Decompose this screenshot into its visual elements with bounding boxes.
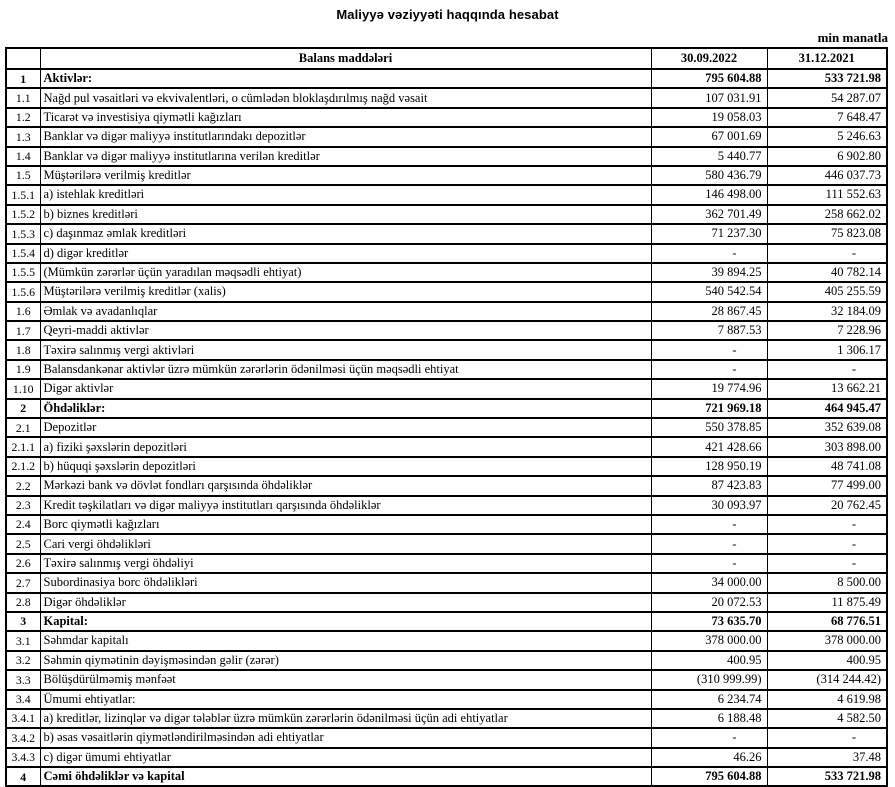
row-number: 1.6 (6, 302, 40, 321)
table-row (6, 651, 887, 670)
row-value-2022: 6 234.74 (651, 690, 767, 709)
row-value-2021: 303 898.00 (767, 437, 887, 456)
row-label: Subordinasiya borc öhdəlikləri (40, 573, 651, 592)
row-label: Bölüşdürülməmiş mənfəət (40, 670, 651, 689)
row-number: 1.5.2 (6, 205, 40, 224)
row-label: Cəmi öhdəliklər və kapital (40, 767, 651, 786)
row-label: Ümumi ehtiyatlar: (40, 690, 651, 709)
page-title: Maliyyə vəziyyəti haqqında hesabat (336, 7, 559, 22)
row-label: c) digər ümumi ehtiyatlar (40, 748, 651, 767)
row-value-2021: 405 255.59 (767, 282, 887, 301)
row-number: 3.4.2 (6, 728, 40, 747)
table-row (6, 88, 887, 107)
row-value-2022: 795 604.88 (651, 69, 767, 88)
row-value-2021: - (767, 360, 887, 379)
table-row (6, 709, 887, 728)
row-label: a) istehlak kreditləri (40, 185, 651, 204)
row-value-2022: 46.26 (651, 748, 767, 767)
row-label: Aktivlər: (40, 69, 651, 88)
row-value-2022: 30 093.97 (651, 496, 767, 515)
table-row (6, 360, 887, 379)
row-number: 3 (6, 612, 40, 631)
row-number: 1.5.1 (6, 185, 40, 204)
row-label: Öhdəliklər: (40, 399, 651, 418)
row-value-2022: 28 867.45 (651, 302, 767, 321)
table-row (6, 185, 887, 204)
row-value-2021: 6 902.80 (767, 147, 887, 166)
row-label: Müştərilərə verilmiş kreditlər (xalis) (40, 282, 651, 301)
row-value-2021: 11 875.49 (767, 593, 887, 612)
row-number: 2 (6, 399, 40, 418)
row-number: 1.10 (6, 379, 40, 398)
table-row (6, 457, 887, 476)
row-label: Ticarət və investisiya qiymətli kağızları (40, 108, 651, 127)
row-label: c) daşınmaz əmlak kreditləri (40, 224, 651, 243)
row-value-2022: 67 001.69 (651, 127, 767, 146)
row-label: Kapital: (40, 612, 651, 631)
row-number: 2.4 (6, 515, 40, 534)
row-value-2021: 464 945.47 (767, 399, 887, 418)
row-number: 3.4.1 (6, 709, 40, 728)
row-label: Banklar və digər maliyyə institutlarındakı depozitlər (40, 127, 651, 146)
row-value-2022: 71 237.30 (651, 224, 767, 243)
table-row (6, 69, 887, 88)
row-value-2022: 107 031.91 (651, 88, 767, 107)
row-number: 2.1.1 (6, 437, 40, 456)
table-row (6, 302, 887, 321)
row-value-2022: - (651, 534, 767, 553)
table-header-row (6, 48, 887, 69)
table-row (6, 437, 887, 456)
row-value-2022: 73 635.70 (651, 612, 767, 631)
table-row (6, 282, 887, 301)
row-value-2021: 77 499.00 (767, 476, 887, 495)
row-value-2021: - (767, 534, 887, 553)
row-number: 1.5.4 (6, 244, 40, 263)
row-label: Digər öhdəliklər (40, 593, 651, 612)
row-value-2021: 1 306.17 (767, 340, 887, 359)
row-value-2021: - (767, 554, 887, 573)
row-value-2021: 7 648.47 (767, 108, 887, 127)
row-number: 3.4.3 (6, 748, 40, 767)
row-value-2021: 13 662.21 (767, 379, 887, 398)
table-row (6, 515, 887, 534)
row-value-2022: 550 378.85 (651, 418, 767, 437)
table-row (6, 147, 887, 166)
row-value-2022: 400.95 (651, 651, 767, 670)
row-value-2022: - (651, 515, 767, 534)
table-row (6, 127, 887, 146)
row-number: 1.1 (6, 88, 40, 107)
table-row (6, 166, 887, 185)
row-number: 1.7 (6, 321, 40, 340)
row-value-2022: (310 999.99) (651, 670, 767, 689)
row-value-2022: - (651, 360, 767, 379)
row-number: 1.5.6 (6, 282, 40, 301)
row-value-2022: 421 428.66 (651, 437, 767, 456)
table-row (6, 496, 887, 515)
row-label: Mərkəzi bank və dövlət fondları qarşısında öhdəliklər (40, 476, 651, 495)
row-value-2021: - (767, 515, 887, 534)
table-row (6, 631, 887, 650)
table-row (6, 399, 887, 418)
row-value-2021: (314 244.42) (767, 670, 887, 689)
row-label: Digər aktivlər (40, 379, 651, 398)
table-row (6, 690, 887, 709)
row-number: 2.8 (6, 593, 40, 612)
row-value-2021: - (767, 244, 887, 263)
row-value-2022: - (651, 340, 767, 359)
row-number: 3.4 (6, 690, 40, 709)
row-value-2022: 128 950.19 (651, 457, 767, 476)
table-row (6, 321, 887, 340)
row-value-2022: - (651, 728, 767, 747)
row-value-2022: 362 701.49 (651, 205, 767, 224)
row-label: b) hüquqi şəxslərin depozitləri (40, 457, 651, 476)
table-row (6, 263, 887, 282)
row-label: Səhmin qiymətinin dəyişməsindən gəlir (zərər) (40, 651, 651, 670)
row-value-2021: 5 246.63 (767, 127, 887, 146)
row-value-2022: 20 072.53 (651, 593, 767, 612)
row-number: 1.5 (6, 166, 40, 185)
row-value-2022: 721 969.18 (651, 399, 767, 418)
table-row (6, 670, 887, 689)
row-number: 1.5.3 (6, 224, 40, 243)
row-value-2021: 4 582.50 (767, 709, 887, 728)
row-number: 1.8 (6, 340, 40, 359)
row-number: 1.3 (6, 127, 40, 146)
row-value-2022: - (651, 244, 767, 263)
row-number: 2.1.2 (6, 457, 40, 476)
row-number: 2.7 (6, 573, 40, 592)
row-value-2021: 37.48 (767, 748, 887, 767)
row-value-2022: 540 542.54 (651, 282, 767, 301)
row-label: Depozitlər (40, 418, 651, 437)
row-value-2022: 378 000.00 (651, 631, 767, 650)
table-row (6, 205, 887, 224)
row-label: Əmlak və avadanlıqlar (40, 302, 651, 321)
table-row (6, 554, 887, 573)
row-number: 3.2 (6, 651, 40, 670)
row-value-2021: 533 721.98 (767, 767, 887, 786)
row-value-2021: 258 662.02 (767, 205, 887, 224)
row-value-2021: 352 639.08 (767, 418, 887, 437)
row-label: b) biznes kreditləri (40, 205, 651, 224)
row-number: 2.6 (6, 554, 40, 573)
row-label: Təxirə salınmış vergi aktivləri (40, 340, 651, 359)
row-label: Banklar və digər maliyyə institutlarına verilən kreditlər (40, 147, 651, 166)
row-value-2021: 400.95 (767, 651, 887, 670)
table-row (6, 418, 887, 437)
table-row (6, 534, 887, 553)
row-value-2021: 32 184.09 (767, 302, 887, 321)
balance-sheet-table (5, 47, 888, 787)
row-label: (Mümkün zərərlər üçün yaradılan məqsədli ehtiyat) (40, 263, 651, 282)
row-number: 4 (6, 767, 40, 786)
row-value-2022: - (651, 554, 767, 573)
row-value-2022: 5 440.77 (651, 147, 767, 166)
row-number: 2.3 (6, 496, 40, 515)
row-label: Balansdankənar aktivlər üzrə mümkün zərərlərin ödənilməsi üçün məqsədli ehtiyat (40, 360, 651, 379)
row-value-2021: 68 776.51 (767, 612, 887, 631)
row-value-2022: 795 604.88 (651, 767, 767, 786)
row-label: Borc qiymətli kağızları (40, 515, 651, 534)
row-value-2021: 378 000.00 (767, 631, 887, 650)
table-row (6, 612, 887, 631)
row-number: 3.1 (6, 631, 40, 650)
row-value-2021: - (767, 728, 887, 747)
row-value-2021: 40 782.14 (767, 263, 887, 282)
table-row (6, 108, 887, 127)
row-label: Cari vergi öhdəlikləri (40, 534, 651, 553)
row-label: Nağd pul vəsaitləri və ekvivalentləri, o cümlədən bloklaşdırılmış nağd vəsait (40, 88, 651, 107)
row-number: 1 (6, 69, 40, 88)
row-value-2022: 34 000.00 (651, 573, 767, 592)
row-number: 1.5.5 (6, 263, 40, 282)
row-label: Müştərilərə verilmiş kreditlər (40, 166, 651, 185)
row-value-2021: 4 619.98 (767, 690, 887, 709)
row-label: Kredit təşkilatları və digər maliyyə institutları qarşısında öhdəliklər (40, 496, 651, 515)
row-value-2021: 7 228.96 (767, 321, 887, 340)
row-value-2021: 8 500.00 (767, 573, 887, 592)
row-label: a) kreditlər, lizinqlər və digər tələblər üzrə mümkün zərərlərin ödənilməsi üçün adi ehtiyatlar (40, 709, 651, 728)
table-body (6, 69, 887, 786)
row-value-2022: 19 058.03 (651, 108, 767, 127)
row-label: a) fiziki şəxslərin depozitləri (40, 437, 651, 456)
row-value-2021: 111 552.63 (767, 185, 887, 204)
row-value-2021: 75 823.08 (767, 224, 887, 243)
table-row (6, 340, 887, 359)
table-row (6, 767, 887, 786)
row-number: 2.1 (6, 418, 40, 437)
row-number: 1.4 (6, 147, 40, 166)
table-row (6, 476, 887, 495)
row-number: 1.9 (6, 360, 40, 379)
row-label: b) əsas vəsaitlərin qiymətləndirilməsindən adi ehtiyatlar (40, 728, 651, 747)
row-value-2021: 533 721.98 (767, 69, 887, 88)
row-value-2021: 48 741.08 (767, 457, 887, 476)
row-value-2022: 19 774.96 (651, 379, 767, 398)
row-label: Səhmdar kapitalı (40, 631, 651, 650)
table-row (6, 728, 887, 747)
header-date-col1: 30.09.2022 (651, 48, 767, 69)
row-label: d) digər kreditlər (40, 244, 651, 263)
row-value-2022: 6 188.48 (651, 709, 767, 728)
row-number: 1.2 (6, 108, 40, 127)
row-number: 3.3 (6, 670, 40, 689)
table-row (6, 379, 887, 398)
row-number: 2.2 (6, 476, 40, 495)
header-date-col2: 31.12.2021 (767, 48, 887, 69)
table-row (6, 748, 887, 767)
row-number: 2.5 (6, 534, 40, 553)
table-row (6, 224, 887, 243)
row-value-2021: 54 287.07 (767, 88, 887, 107)
table-row (6, 244, 887, 263)
row-value-2021: 20 762.45 (767, 496, 887, 515)
unit-note: min manatla (817, 30, 888, 45)
row-value-2022: 146 498.00 (651, 185, 767, 204)
row-value-2022: 580 436.79 (651, 166, 767, 185)
row-value-2022: 7 887.53 (651, 321, 767, 340)
row-label: Qeyri-maddi aktivlər (40, 321, 651, 340)
header-item-label: Balans maddələri (40, 48, 651, 69)
header-empty-cell (6, 48, 40, 69)
table-row (6, 573, 887, 592)
row-value-2022: 87 423.83 (651, 476, 767, 495)
table-row (6, 593, 887, 612)
row-label: Təxirə salınmış vergi öhdəliyi (40, 554, 651, 573)
row-value-2021: 446 037.73 (767, 166, 887, 185)
row-value-2022: 39 894.25 (651, 263, 767, 282)
